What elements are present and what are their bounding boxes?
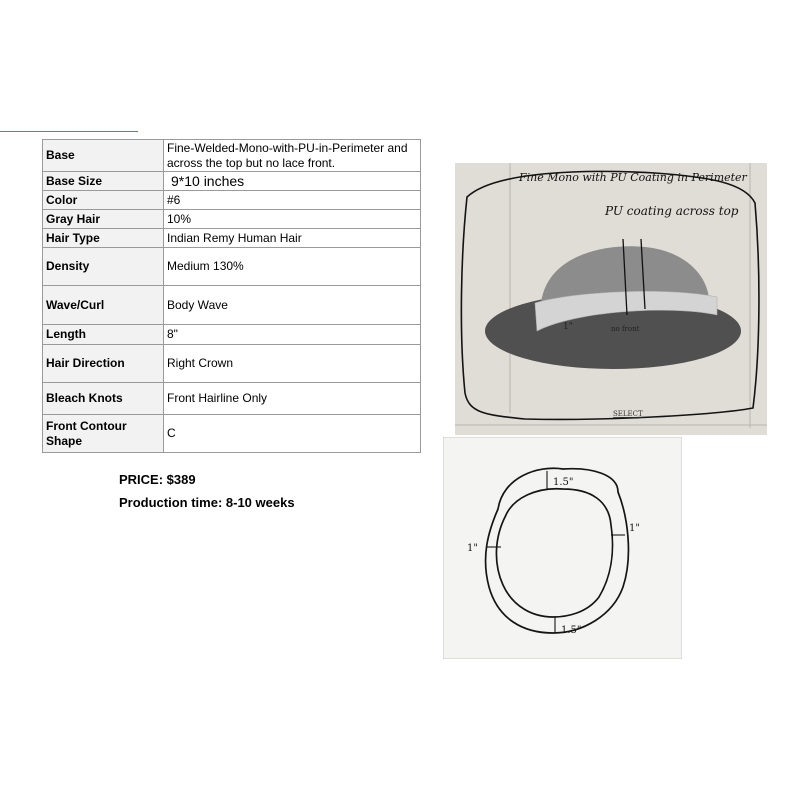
spec-value: Indian Remy Human Hair bbox=[164, 229, 421, 248]
right-measure: 1" bbox=[629, 523, 640, 534]
table-row bbox=[43, 286, 421, 325]
spec-label: Bleach Knots bbox=[43, 383, 164, 415]
spec-label: Wave/Curl bbox=[43, 286, 164, 325]
spec-value: Fine-Welded-Mono-with-PU-in-Perimeter and across the top but no lace front. bbox=[164, 140, 421, 172]
table-row bbox=[43, 415, 421, 453]
spec-label: Base Size bbox=[43, 172, 164, 191]
table-row bbox=[43, 229, 421, 248]
spec-label: Density bbox=[43, 248, 164, 286]
price-text: PRICE: $389 bbox=[119, 472, 196, 487]
table-row bbox=[43, 325, 421, 345]
spec-value: #6 bbox=[164, 191, 421, 210]
table-row bbox=[43, 140, 421, 172]
table-row bbox=[43, 383, 421, 415]
bottom-measure: 1.5" bbox=[561, 625, 582, 636]
spec-value: Right Crown bbox=[164, 345, 421, 383]
spec-table bbox=[42, 139, 421, 453]
spec-value: Body Wave bbox=[164, 286, 421, 325]
spec-label: Base bbox=[43, 140, 164, 172]
table-row bbox=[43, 191, 421, 210]
top-rule bbox=[0, 131, 138, 132]
spec-label: Front Contour Shape bbox=[43, 415, 164, 453]
table-row bbox=[43, 248, 421, 286]
spec-value: C bbox=[164, 415, 421, 453]
top-coating-note: PU coating across top bbox=[605, 204, 739, 218]
contour-sketch bbox=[443, 437, 682, 659]
spec-label: Hair Type bbox=[43, 229, 164, 248]
spec-value: Medium 130% bbox=[164, 248, 421, 286]
table-row bbox=[43, 345, 421, 383]
spec-value: Front Hairline Only bbox=[164, 383, 421, 415]
table-row bbox=[43, 172, 421, 191]
production-time-text: Production time: 8-10 weeks bbox=[119, 495, 295, 510]
base-diagram-photo bbox=[455, 163, 767, 435]
spec-value: 10% bbox=[164, 210, 421, 229]
spec-label: Color bbox=[43, 191, 164, 210]
spec-label: Hair Direction bbox=[43, 345, 164, 383]
perimeter-note: Fine Mono with PU Coating in Perimeter bbox=[519, 171, 747, 184]
spec-label: Length bbox=[43, 325, 164, 345]
top-measure: 1.5" bbox=[553, 477, 574, 488]
select-label: SELECT bbox=[613, 410, 643, 418]
spec-label: Gray Hair bbox=[43, 210, 164, 229]
left-measure: 1" bbox=[467, 543, 478, 554]
spec-value: 8" bbox=[164, 325, 421, 345]
band-right-note: no front bbox=[611, 325, 640, 333]
band-left-note: 1" bbox=[563, 322, 573, 332]
spec-value: 9*10 inches bbox=[164, 172, 421, 191]
table-row bbox=[43, 210, 421, 229]
